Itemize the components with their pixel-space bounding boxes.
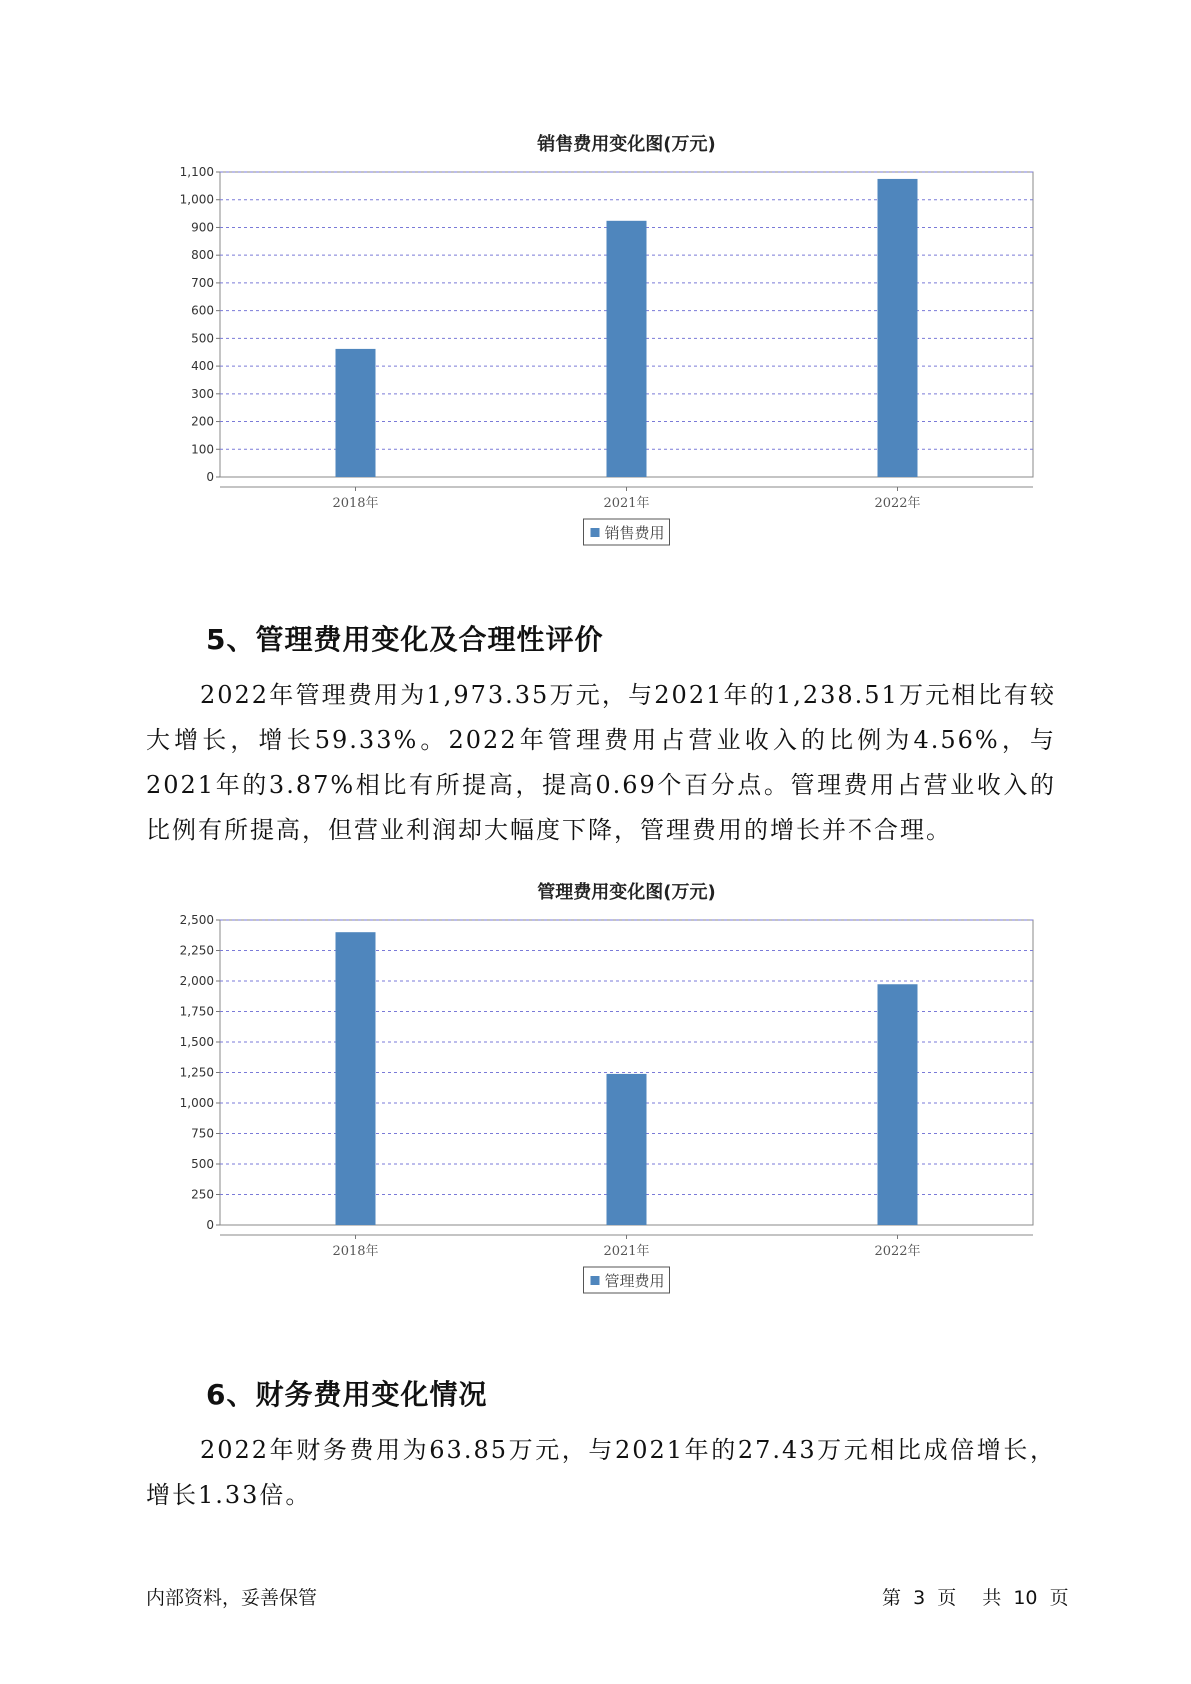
page-total: 10 [1013,1587,1038,1609]
footer-page-number [882,1583,1075,1610]
y-tick-label: 0 [206,470,214,484]
y-tick-label: 2,500 [179,913,214,927]
legend-label: 销售费用 [604,524,665,542]
total-prefix: 共 [982,1587,1002,1609]
admin-expense-chart [160,878,1040,1348]
y-tick-label: 1,500 [179,1035,214,1049]
y-tick-label: 750 [191,1126,214,1141]
x-tick-label: 2022年 [874,1244,921,1259]
y-tick-label: 200 [191,414,214,429]
x-tick-label: 2018年 [332,1244,379,1259]
x-tick-label: 2018年 [332,496,379,511]
legend-swatch [591,1276,600,1285]
bar [878,984,918,1225]
y-tick-label: 300 [191,386,214,401]
sales-expense-chart [160,130,1040,600]
section6-paragraph [146,1428,1056,1518]
legend-swatch [591,528,600,537]
y-tick-label: 500 [191,331,214,346]
y-tick-label: 1,100 [179,165,214,179]
y-tick-label: 250 [191,1187,214,1202]
y-tick-label: 1,250 [179,1065,214,1080]
section5-paragraph-text: 2022年管理费用为1,973.35万元，与2021年的1,238.51万元相比有较大增长，增长59.33%。2022年管理费用占营业收入的比例为4.56%，与2021年的3.87%相比有所提高，提高0.69个百分点。管理费用占营业收入的比例有所提高，但营业利润却大幅度下降，管理费用的增长并不合理。 [146,681,1056,844]
y-tick-label: 0 [206,1218,214,1232]
x-tick-label: 2022年 [874,496,921,511]
bar [336,932,376,1225]
section6-heading: 6、财务费用变化情况 [206,1378,488,1411]
y-tick-label: 700 [191,275,214,290]
section6-paragraph-text: 2022年财务费用为63.85万元，与2021年的27.43万元相比成倍增长，增长1.33倍。 [146,1436,1056,1509]
bar [607,1074,647,1225]
footer-confidential-note: 内部资料，妥善保管 [146,1587,318,1609]
page-prefix: 第 [882,1587,902,1609]
x-tick-label: 2021年 [603,1244,650,1259]
y-tick-label: 400 [191,359,214,374]
chart-title: 管理费用变化图(万元) [537,882,716,903]
x-tick-label: 2021年 [603,496,650,511]
section5-paragraph [146,673,1056,853]
admin-expense-chart-svg [160,878,1040,1348]
section5-heading: 5、管理费用变化及合理性评价 [206,623,604,656]
y-tick-label: 800 [191,248,214,263]
page-unit: 页 [937,1587,957,1609]
y-tick-label: 1,750 [179,1004,214,1019]
y-tick-label: 2,000 [179,974,214,988]
legend-label: 管理费用 [604,1272,665,1290]
y-tick-label: 100 [191,442,214,457]
bar [336,349,376,477]
page-current: 3 [913,1587,926,1609]
y-tick-label: 2,250 [179,943,214,958]
chart-title: 销售费用变化图(万元) [537,134,716,155]
y-tick-label: 1,000 [179,1096,214,1110]
y-tick-label: 500 [191,1157,214,1171]
bar [607,221,647,477]
y-tick-label: 1,000 [179,192,214,207]
total-unit: 页 [1049,1587,1069,1609]
y-tick-label: 600 [191,303,214,318]
y-tick-label: 900 [191,220,214,235]
sales-expense-chart-svg [160,130,1040,600]
bar [878,179,918,477]
